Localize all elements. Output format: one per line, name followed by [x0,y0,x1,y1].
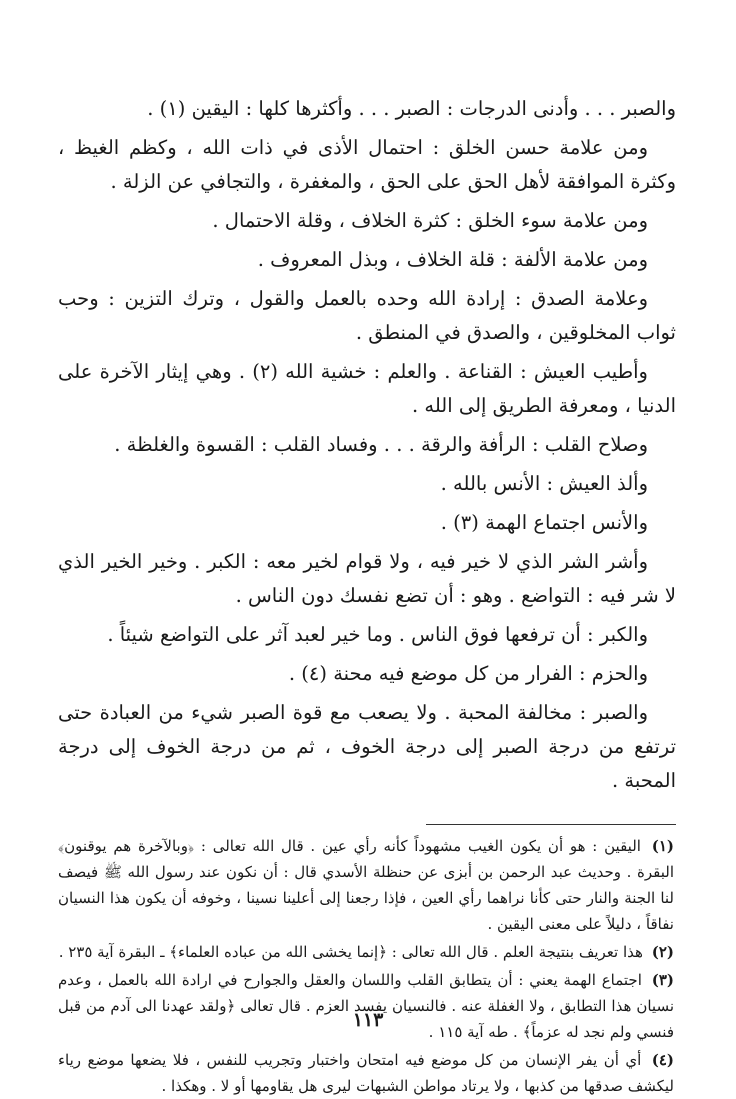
paragraph: والكبر : أن ترفعها فوق الناس . وما خير لعبد آثر على التواضع شيئاً . [107,623,648,646]
main-text [58,92,676,798]
footnote [58,833,676,937]
footnote [58,939,676,965]
footnote-number: (٤) [651,1051,674,1069]
paragraph: والصبر . . . وأدنى الدرجات : الصبر . . . وأكثرها كلها : اليقين (١) . [147,97,676,120]
footnote-text: أي أن يفر الإنسان من كل موضع فيه امتحان واختبار وتجريب للنفس ، فلا يضعها موضع رياء ليكشف صدقها من كذبها ، ولا يرتاد مواطن الشبهات ليرى هل يقاومها أو لا . وهكذا . [58,1051,674,1095]
paragraph: ومن علامة سوء الخلق : كثرة الخلاف ، وقلة الاحتمال . [212,209,648,232]
footnotes [58,833,676,1099]
paragraph: والحزم : الفرار من كل موضع فيه محنة (٤) . [288,662,648,685]
page-number: ١١٣ [352,1009,384,1031]
footnote-text: اليقين : هو أن يكون الغيب مشهوداً كأنه رأي عين . قال الله تعالى : ﴿وبالآخرة هم يوقنون﴾ البقرة . وحديث عبد الرحمن بن أبزى عن حنظلة الأسدي قال : أن نكون عند رسول الله ﷺ فيصف لنا الجنة والنار حتى كأنا نراهما رأي العين ، فإذا رجعنا إلى أعلينا نسينا ، وخوفه أن يكون هذا النسيان نفاقاً ، دليلاً على معنى اليقين . [58,837,674,933]
footnote-divider [426,824,676,825]
footnote [58,967,676,1045]
footnote-number: (٢) [651,943,674,961]
footnote-text: هذا تعريف بنتيجة العلم . قال الله تعالى : ﴿إنما يخشى الله من عباده العلماء﴾ ـ البقرة آية ٢٣٥ . [58,943,643,961]
footnote-number: (٣) [651,971,674,989]
footnote-number: (١) [651,837,674,855]
paragraph: وصلاح القلب : الرأفة والرقة . . . وفساد القلب : القسوة والغلظة . [114,433,648,456]
footnote-text: اجتماع الهمة يعني : أن يتطابق القلب واللسان والعقل والجوارح في ارادة الله بالعمل ، وعدم نسيان هذا التطابق ، ولا الغفلة عنه . فالنسيان يفسد العزم . قال تعالى ﴿ولقد عهدنا الى آدم من قبل فنسي ولم نجد له عزماً﴾ . طه آية ١١٥ . [58,971,674,1041]
paragraph: ومن علامة حسن الخلق : احتمال الأذى في ذات الله ، وكظم الغيظ ، وكثرة الموافقة لأهل الحق على الحق ، والمغفرة ، والتجافي عن الزلة . [58,136,676,193]
paragraph: وأطيب العيش : القناعة . والعلم : خشية الله (٢) . وهي إيثار الآخرة على الدنيا ، ومعرفة الطريق إلى الله . [58,360,676,417]
paragraph: والأنس اجتماع الهمة (٣) . [440,511,648,534]
paragraph: وعلامة الصدق : إرادة الله وحده بالعمل والقول ، وترك التزين : وحب ثواب المخلوقين ، والصدق في المنطق . [58,287,676,344]
paragraph: والصبر : مخالفة المحبة . ولا يصعب مع قوة الصبر شيء من العبادة حتى ترتفع من درجة الصبر إلى درجة الخوف ، ثم من درجة الخوف إلى درجة المحبة . [58,701,676,792]
footnote [58,1047,676,1099]
paragraph: ومن علامة الألفة : قلة الخلاف ، وبذل المعروف . [257,248,648,271]
paragraph: وألذ العيش : الأنس بالله . [440,472,648,495]
paragraph: وأشر الشر الذي لا خير فيه ، ولا قوام لخير معه : الكبر . وخير الخير الذي لا شر فيه : التواضع . وهو : أن تضع نفسك دون الناس . [58,550,676,607]
